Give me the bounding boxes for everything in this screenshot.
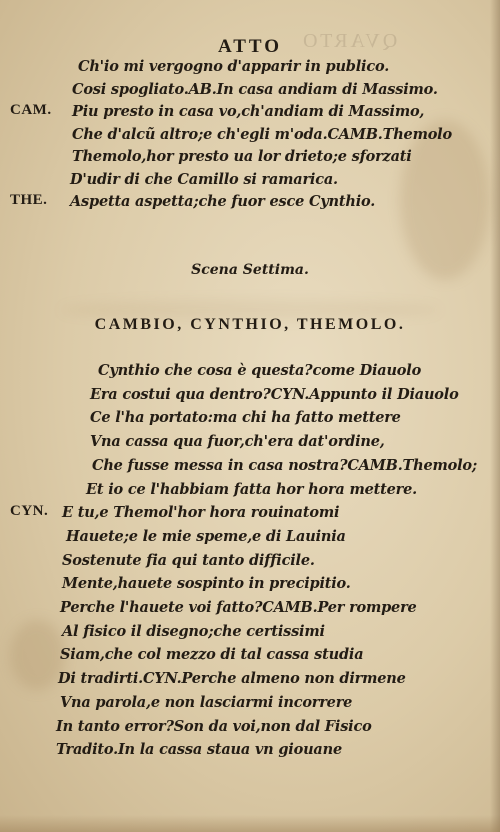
verse-line: Vna parola,e non lasciarmi incorrere <box>60 693 353 711</box>
speaker-label: CAM. <box>10 102 52 118</box>
verse-line: Perche l'hauete voi fatto?CAMB.Per rompere <box>60 599 417 616</box>
verse-line: Ch'io mi vergogno d'apparir in publico. <box>78 58 390 75</box>
verse-line: Era costui qua dentro?CYN.Appunto il Diauolo <box>90 385 459 403</box>
scene-title: Scena Settima. <box>191 262 309 278</box>
verse-line: D'udir di che Camillo si ramarica. <box>70 170 338 188</box>
page-bottom-shadow <box>0 815 500 832</box>
verse-line: Tradito.In la cassa staua vn giouane <box>56 741 342 759</box>
verse-line: Themolo,hor presto ua lor drieto;e sforzati <box>72 148 412 165</box>
verse-line: Al fisico il disegno;che certissimi <box>62 622 325 640</box>
verse-line: Aspetta aspetta;che fuor esce Cynthio. <box>70 193 376 210</box>
verse-line: Piu presto in casa vo,ch'andiam di Massimo, <box>72 103 425 120</box>
verse-line: Che d'alcũ altro;e ch'egli m'oda.CAMB.Themolo <box>72 125 452 143</box>
verse-line: Mente,hauete sospinto in precipitio. <box>62 575 351 593</box>
verse-line: Cynthio che cosa è questa?come Diauolo <box>98 362 422 379</box>
verse-line: Vna cassa qua fuor,ch'era dat'ordine, <box>90 433 385 451</box>
verse-line: Cosi spogliato.AB.In casa andiam di Massimo. <box>72 80 438 98</box>
verse-line: Et io ce l'habbiam fatta hor hora mettere. <box>86 480 417 498</box>
page-stain <box>400 120 490 280</box>
verse-line: E tu,e Themol'hor hora rouinatomi <box>62 504 340 522</box>
verse-line: Che fusse messa in casa nostra?CAMB.Themolo; <box>92 456 478 474</box>
verse-line: Hauete;e le mie speme,e di Lauinia <box>66 527 346 545</box>
bleed-through-title: QVARTO <box>300 30 398 52</box>
verse-line: Siam,che col mezzo di tal cassa studia <box>60 646 364 664</box>
running-title: ATTO <box>217 36 283 57</box>
page-stain <box>10 620 65 690</box>
verse-line: Ce l'ha portato:ma chi ha fatto mettere <box>90 409 401 427</box>
page-edge-shadow <box>490 0 500 832</box>
verse-line: Sostenute fia qui tanto difficile. <box>62 551 315 569</box>
speaker-label: THE. <box>10 192 48 208</box>
verse-line: Di tradirti.CYN.Perche almeno non dirmene <box>58 670 406 688</box>
scene-cast: CAMBIO, CYNTHIO, THEMOLO. <box>94 316 406 333</box>
speaker-label: CYN. <box>10 503 49 520</box>
verse-line: In tanto error?Son da voi,non dal Fisico <box>56 717 372 735</box>
